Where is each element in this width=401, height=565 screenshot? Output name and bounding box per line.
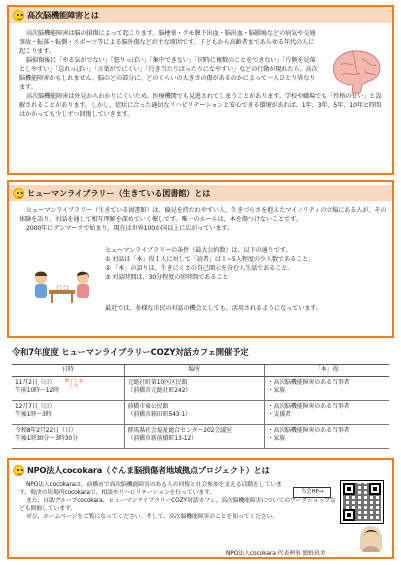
paragraph: 脳損傷後に「やる気がでない」「怒りっぽい」「集中できない」「同時に複数のことをできない」「片側を見落としやすい」「忘れっぽい」「言葉がでにくい」「行き当たりばったりになやすい」などの行動が現れたら、高次脳機能障害かもしれません。脳のどの部分に、どのくらいの大きさの傷があるのかによって一人ひとり異なります。 — [19, 57, 318, 91]
panel-title: 高次脳機能障害とは — [27, 9, 99, 20]
table-row — [12, 377, 389, 401]
table-row — [12, 425, 389, 449]
panel-human-library — [7, 180, 394, 338]
time-text: 午後1時30分～3時30分 — [15, 435, 78, 443]
place-name: 前橋市東公民館 — [127, 403, 169, 410]
representative-photo — [360, 526, 382, 552]
place-address: （前橋市箱田町543-1） — [127, 411, 191, 419]
role-item: ・家族 — [267, 435, 286, 443]
time-text: 午後1時～3時 — [15, 411, 52, 419]
date-text: 12月7日（日） — [15, 403, 56, 410]
panel-about-brain-injury — [7, 5, 394, 175]
paragraph: NPO法人cocokaraは、前橋市で高次脳機能障害のある人の回復と社会参加を支える活動をしています。現決の居場所cocokaraで、相談やリハビリテーションを行っています。 — [19, 482, 282, 496]
table-row — [12, 401, 389, 425]
qr-marker — [343, 483, 355, 495]
conditions-block — [105, 246, 385, 282]
role-cell — [264, 377, 389, 401]
qr-marker — [369, 483, 381, 495]
paragraph: 高次脳機能障害は外見からわかりにくいため、医療機関でも見逃されてしまうことがあります。学校や職場でも「性格のせい」と誤解されることがあります。しかし、症状に合った適切なリハビリテーションと安心できる環境があれば、1年、3年、5年、10年と時間はかかっても少しずつ回復していきます。 — [19, 93, 382, 118]
panel-body — [19, 206, 387, 233]
qr-marker — [343, 509, 355, 521]
paragraph: また、自助グループcocokara、ヒューマンライブラリーCOZY対話カフェ、高次脳機能障害についてのワークショップなども開催しています。 — [19, 498, 336, 512]
conditions-heading: ヒューマンライブラリーの条件（最大公約数）は、以下の通りです。 — [105, 247, 292, 254]
qr-code-icon[interactable] — [340, 480, 384, 524]
table-header-row — [12, 365, 389, 377]
brain-illustration — [326, 45, 386, 95]
role-item: ・高次脳機能障害のある当事者 — [267, 403, 350, 410]
schedule-table — [12, 364, 389, 449]
smiley-icon — [13, 465, 24, 476]
ended-badge: 終了しました — [64, 379, 84, 390]
place-address: （前橋市元総社町242） — [127, 387, 192, 395]
role-cell — [264, 425, 389, 449]
date-text: 11月2日（日） — [15, 379, 56, 386]
paragraph: ぜひ、ホームページをご覧になってください。そして、高次脳機能障害のことを知ってください。 — [26, 514, 279, 520]
condition-item: ② 「本」の語りは、生きにくさの自己開示を含む人生話であること。 — [105, 265, 294, 272]
signature: NPO法人cocokara 代表理事 繁野玖美 — [226, 551, 326, 557]
panel-title: ヒューマンライブラリー（生きている図書館）とは — [27, 187, 211, 198]
place-name: 群馬県社会福祉総合センター202会議室 — [127, 427, 232, 434]
role-item: ・家族 — [267, 387, 286, 395]
time-text: 午前10時～12時 — [15, 387, 59, 395]
condition-item: ① 対話は「本」役１人に対して「読者」は１~5人程度の少人数であること。 — [105, 256, 315, 263]
role-item: ・高次脳機能障害のある当事者 — [267, 427, 350, 434]
panel-header — [9, 461, 392, 479]
column-header-role: 「本」役 — [264, 365, 389, 377]
date-cell — [12, 377, 124, 401]
smiley-icon — [13, 10, 24, 21]
closing-text: 最近では、多様な市民の対話の機会としても、活用されるようになっています。 — [105, 305, 322, 312]
panel-header — [9, 185, 392, 201]
homepage-link[interactable]: 当会HP→ — [293, 487, 331, 498]
place-cell — [124, 401, 264, 425]
place-cell — [124, 377, 264, 401]
panel-header — [9, 7, 392, 23]
paragraph: ヒューマンライブラリー（生きている図書館）は、偏見を持たれやすい人、生きづらさを抱えたマイノリティの立場にある人が、その体験を語り、対話を通して相互理解を深めていく催しです。唯一のルールは、本を傷つけないことです。 — [19, 207, 387, 223]
paragraph: 高次脳機能障害は脳の損傷によって起こります。脳梗塞・クモ膜下出血・脳出血・脳腫瘍などの病気や交通事故・転落・転倒・スポーツ等による脳外傷などが主な原因です。子どもから高齢者まであらゆる年代の人に起こります。 — [19, 30, 316, 55]
date-cell — [12, 425, 124, 449]
panel-title: NPO法人cocokara（ぐんま脳損傷者地域拠点プロジェクト）とは — [27, 464, 270, 475]
column-header-date: 日時 — [12, 365, 124, 377]
condition-item: ③ 対話時間は、30分程度の短時間であること — [105, 274, 229, 281]
date-text: 令和8年2月22日（日） — [15, 427, 77, 434]
place-cell — [124, 425, 264, 449]
column-header-place: 場所 — [124, 365, 264, 377]
panel-body — [19, 481, 339, 521]
place-address: （前橋市新前橋町13-12） — [127, 435, 197, 443]
role-item: ・支援者 — [267, 411, 291, 419]
role-item: ・高次脳機能障害のある当事者 — [267, 379, 350, 386]
paragraph: 2000年にデンマークで始まり、現在は世界100か国以上に広がっています。 — [26, 225, 234, 232]
schedule-title: 令和7年度度 ヒューマンライブラリーCOZY対話カフェ開催予定 — [12, 347, 249, 357]
panel-npo-cocokara — [7, 458, 394, 559]
conversation-illustration — [27, 264, 97, 304]
role-cell — [264, 401, 389, 425]
place-name: 元総社町第10区区民館 — [127, 379, 188, 386]
smiley-icon — [13, 188, 24, 199]
date-cell — [12, 401, 124, 425]
